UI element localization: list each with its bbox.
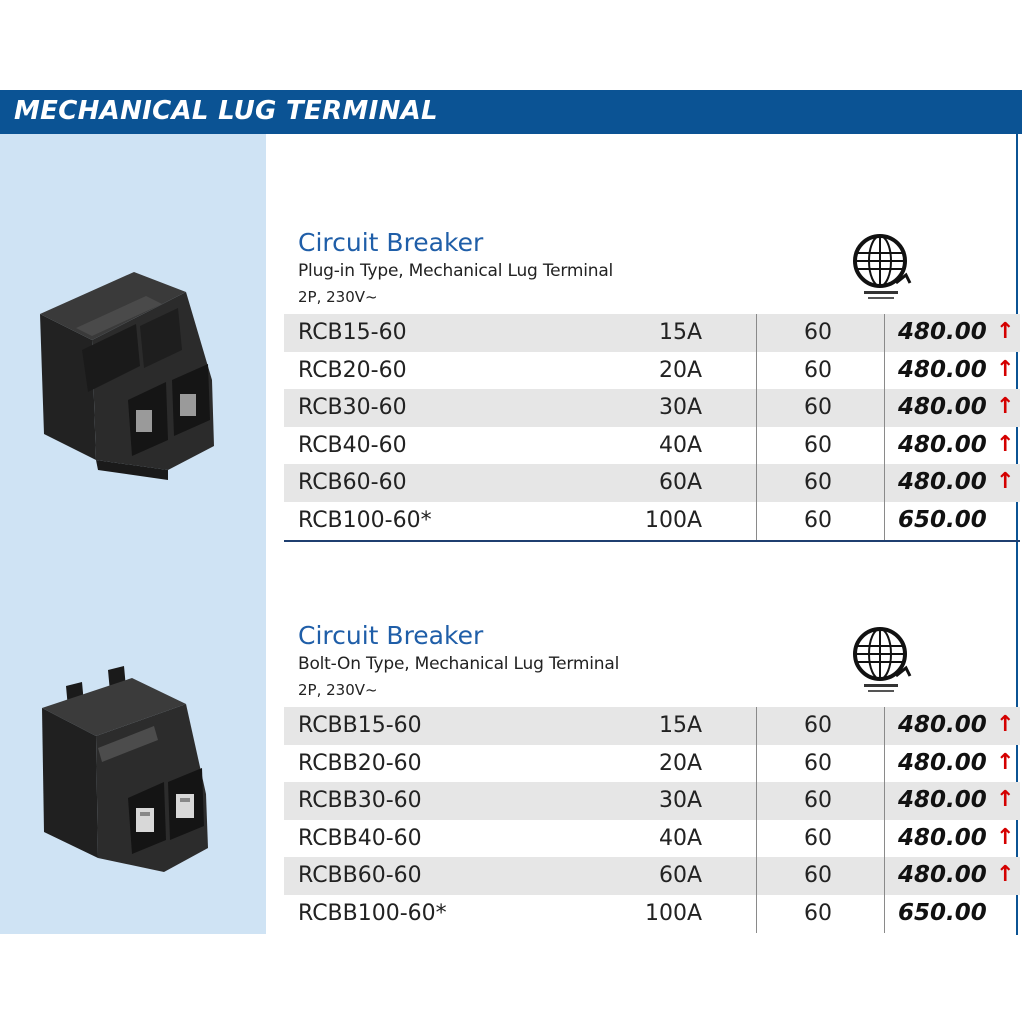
ampere-rating: 15A <box>658 713 702 738</box>
unit-price: 480.00 <box>898 431 987 458</box>
globe-certification-icon <box>850 231 922 305</box>
price-increase-icon: ↑ <box>996 824 1015 850</box>
globe-certification-icon <box>850 624 922 698</box>
model-number: RCBB40-60 <box>298 825 422 851</box>
pack-quantity: 60 <box>804 825 832 851</box>
section-title: Circuit Breaker <box>298 621 484 650</box>
plug-in-section <box>284 228 1020 548</box>
pack-quantity: 60 <box>804 750 832 776</box>
model-number: RCBB20-60 <box>298 750 422 776</box>
model-number: RCB40-60 <box>298 432 407 458</box>
ampere-rating: 60A <box>658 863 702 889</box>
section-spec: 2P, 230V~ <box>298 288 378 306</box>
model-number: RCBB30-60 <box>298 788 422 814</box>
unit-price: 480.00 <box>898 394 987 421</box>
pack-quantity: 60 <box>804 863 832 889</box>
unit-price: 480.00 <box>898 787 987 814</box>
price-increase-icon: ↑ <box>996 862 1015 888</box>
table-row <box>284 820 1020 858</box>
price-increase-icon: ↑ <box>996 394 1015 420</box>
ampere-rating: 60A <box>658 470 702 496</box>
pack-quantity: 60 <box>804 432 832 458</box>
table-row <box>284 464 1020 502</box>
model-number: RCB60-60 <box>298 470 407 496</box>
table-bottom-rule <box>284 540 1020 542</box>
price-table <box>284 314 1020 540</box>
table-row <box>284 895 1020 933</box>
price-increase-icon: ↑ <box>996 749 1015 775</box>
model-number: RCBB100-60* <box>298 900 447 926</box>
unit-price: 480.00 <box>898 469 987 496</box>
ampere-rating: 20A <box>658 750 702 776</box>
model-number: RCB15-60 <box>298 320 407 345</box>
pack-quantity: 60 <box>804 788 832 814</box>
table-row <box>284 352 1020 390</box>
section-title: Circuit Breaker <box>298 228 484 257</box>
ampere-rating: 30A <box>658 788 702 814</box>
table-row <box>284 857 1020 895</box>
unit-price: 480.00 <box>898 749 987 776</box>
unit-price: 480.00 <box>898 862 987 889</box>
price-increase-icon: ↑ <box>996 356 1015 382</box>
pack-quantity: 60 <box>804 395 832 421</box>
model-number: RCB30-60 <box>298 395 407 421</box>
bolt-on-breaker-photo <box>36 664 220 880</box>
table-row <box>284 389 1020 427</box>
table-row <box>284 502 1020 540</box>
ampere-rating: 15A <box>658 320 702 345</box>
price-increase-icon: ↑ <box>996 787 1015 813</box>
table-row <box>284 707 1020 745</box>
price-increase-icon: ↑ <box>996 469 1015 495</box>
bolt-on-section <box>284 621 1020 935</box>
price-increase-icon: ↑ <box>996 431 1015 457</box>
table-row <box>284 314 1020 352</box>
unit-price: 650.00 <box>898 506 987 533</box>
section-spec: 2P, 230V~ <box>298 681 378 699</box>
pack-quantity: 60 <box>804 470 832 496</box>
unit-price: 480.00 <box>898 319 987 345</box>
model-number: RCB20-60 <box>298 357 407 383</box>
unit-price: 480.00 <box>898 824 987 851</box>
ampere-rating: 100A <box>644 507 702 533</box>
ampere-rating: 20A <box>658 357 702 383</box>
table-row <box>284 427 1020 465</box>
model-number: RCBB15-60 <box>298 713 422 738</box>
ampere-rating: 40A <box>658 825 702 851</box>
pack-quantity: 60 <box>804 357 832 383</box>
unit-price: 480.00 <box>898 356 987 383</box>
price-increase-icon: ↑ <box>996 712 1015 737</box>
table-row <box>284 745 1020 783</box>
model-number: RCB100-60* <box>298 507 432 533</box>
unit-price: 480.00 <box>898 712 987 738</box>
pack-quantity: 60 <box>804 900 832 926</box>
table-row <box>284 782 1020 820</box>
pack-quantity: 60 <box>804 713 832 738</box>
section-subtitle: Bolt-On Type, Mechanical Lug Terminal <box>298 654 620 674</box>
pack-quantity: 60 <box>804 507 832 533</box>
section-subtitle: Plug-in Type, Mechanical Lug Terminal <box>298 261 614 281</box>
model-number: RCBB60-60 <box>298 863 422 889</box>
ampere-rating: 40A <box>658 432 702 458</box>
plug-in-breaker-photo <box>36 270 220 488</box>
pack-quantity: 60 <box>804 320 832 345</box>
section-banner <box>0 90 1022 134</box>
ampere-rating: 100A <box>644 900 702 926</box>
ampere-rating: 30A <box>658 395 702 421</box>
price-table <box>284 707 1020 933</box>
banner-title: MECHANICAL LUG TERMINAL <box>14 96 438 126</box>
unit-price: 650.00 <box>898 899 987 926</box>
price-increase-icon: ↑ <box>996 319 1015 344</box>
